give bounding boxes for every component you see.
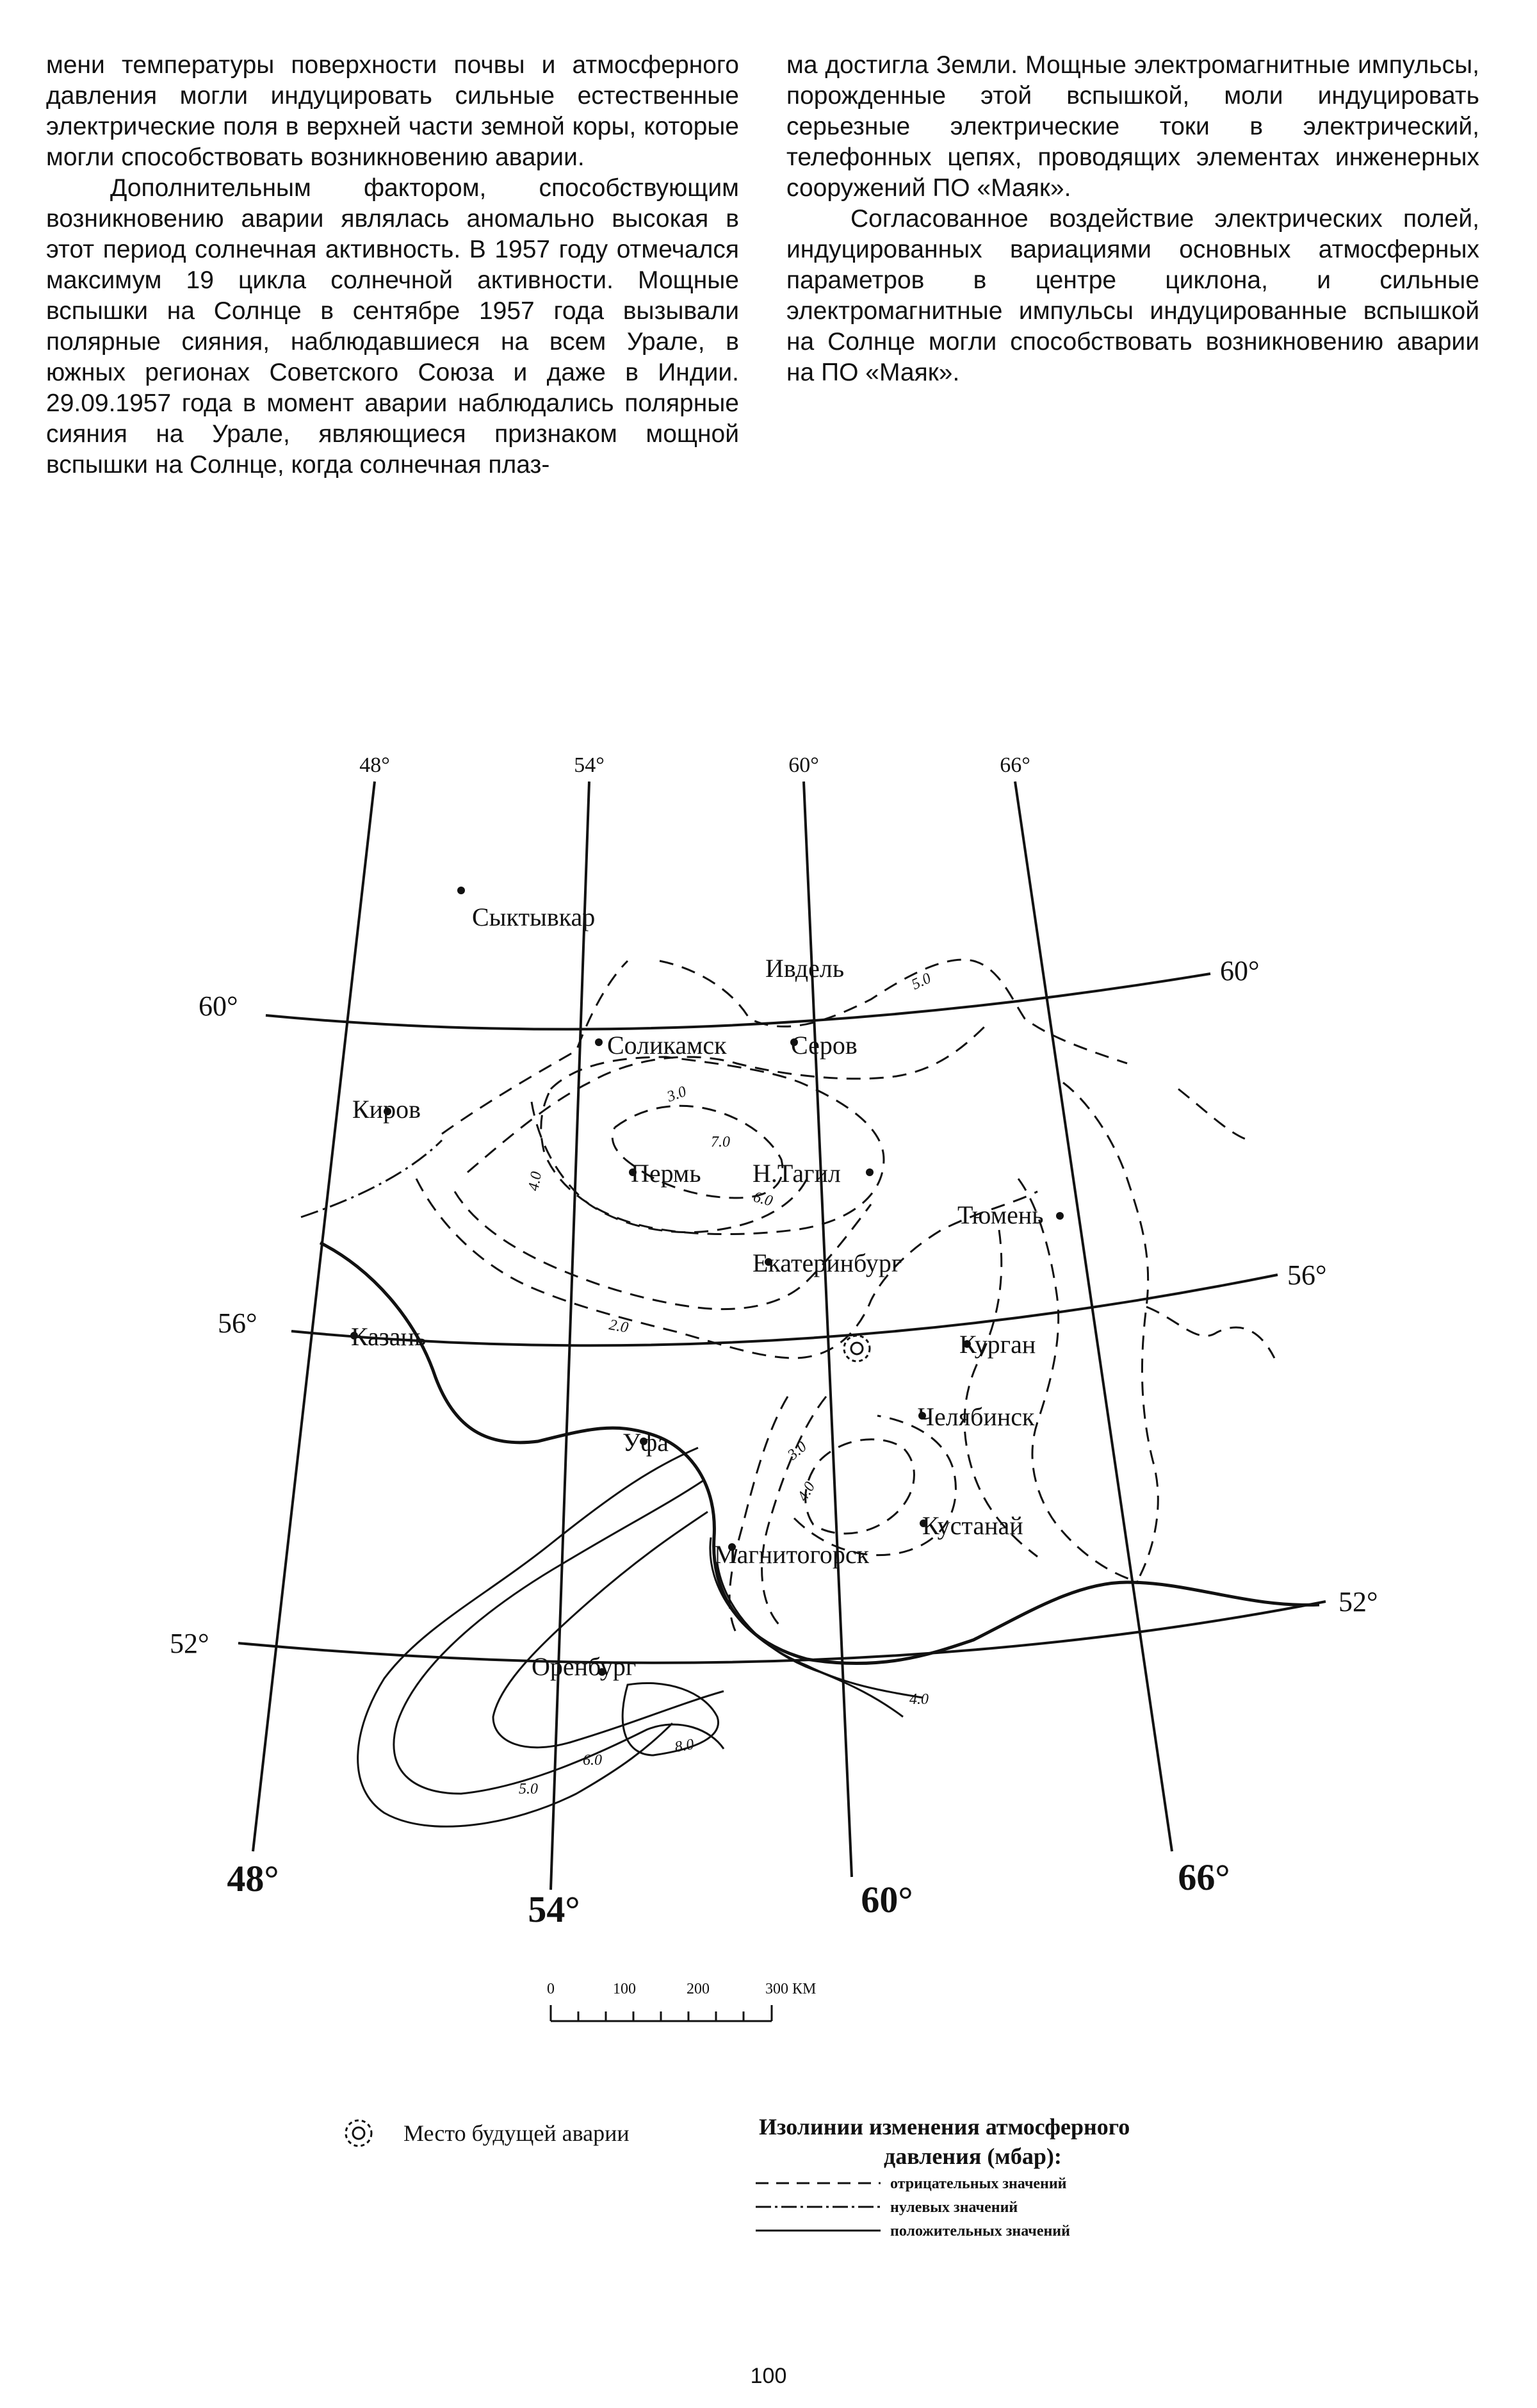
meridian-label: 48° [359,753,390,777]
isoline-positive [622,1683,718,1755]
isoline-negative [762,1396,826,1627]
accident-site-marker [844,1336,870,1361]
city-label: Магнитогорск [714,1540,870,1569]
isoline-positive [717,1563,903,1717]
city-label: Екатеринбург [752,1249,902,1277]
isoline-negative [729,1396,788,1634]
isoline-value: 4.0 [794,1479,819,1504]
meridian-48 [253,782,375,1851]
meridian-label: 54° [574,753,605,777]
legend-title: давления (мбар): [884,2143,1062,2169]
city-label: Оренбург [532,1652,637,1681]
city-dot [866,1168,874,1176]
city-dot [595,1038,603,1046]
legend-label: Место будущей аварии [403,2120,630,2146]
isoline-negative [442,960,1127,1134]
paragraph: ма достигла Земли. Мощные электромагнитные импульсы, порожденные этой вспышкой, моли индуцировать серьезные электрические токи в электрический, телефонных цепях, проводящих элементах инженерных сооружений ПО «Маяк». [786,51,1479,202]
legend-title: Изолинии изменения атмосферного [759,2114,1130,2140]
page-number: 100 [750,2364,787,2388]
scale-label: 0 [547,1981,555,1997]
isoline-negative [1018,1179,1140,1582]
isoline-positive [358,1448,698,1826]
city-label: Челябинск [918,1402,1035,1431]
isoline-negative [964,1230,1037,1557]
isoline-negative [1063,1083,1158,1576]
city-label: Уфа [622,1428,669,1457]
isoline-positive [493,1512,724,1748]
city-label: Ивдель [765,954,845,983]
legend-label: положительных значений [890,2223,1070,2240]
isoline-negative [1146,1307,1274,1358]
paragraph: мени температуры поверхности почвы и атмосферного давления могли индуцировать сильные естественные электрические поля в верхней части земной коры, которые могли способствовать возникновению аварии. [46,51,739,171]
city-label: Соликамск [607,1031,727,1060]
city-dot [457,887,465,894]
city-label: Сыктывкар [472,903,596,931]
isoline-value: 3.0 [785,1438,810,1464]
city-dot [1056,1212,1064,1220]
legend-label: отрицательных значений [890,2175,1067,2192]
parallel-label: 52° [170,1628,209,1659]
city-label: Серов [791,1031,858,1060]
isoline-value: 2.0 [607,1316,630,1337]
meridian-label: 60° [788,753,819,777]
meridian-label: 66° [1000,753,1030,777]
meridian-66 [1015,782,1172,1851]
city-label: Тюмень [957,1200,1044,1229]
isobar-map [0,730,1537,2281]
legend-accident-marker [346,2120,371,2146]
scale-label: 300 КМ [765,1981,817,1997]
scale-label: 200 [687,1981,710,1997]
left-text-column [46,50,739,480]
parallel-label: 52° [1338,1586,1378,1618]
parallel-56 [291,1275,1278,1345]
isoline-value: 4.0 [525,1170,546,1193]
city-label: Казань [351,1322,427,1351]
city-label: Кустанай [922,1511,1023,1540]
meridian-label: 54° [528,1888,580,1930]
right-text-column [786,50,1479,388]
meridian-label: 60° [861,1879,913,1921]
parallel-60 [266,974,1210,1029]
legend-label: нулевых значений [890,2199,1018,2216]
isoline-value: 3.0 [665,1083,689,1106]
isoline-zero [301,1140,442,1217]
parallel-label: 56° [1287,1259,1327,1291]
isoline-negative [1178,1089,1249,1140]
parallel-label: 60° [1220,955,1260,987]
meridian-60 [804,782,852,1877]
scale-label: 100 [613,1981,636,1997]
isoline-value: 4.0 [909,1691,929,1708]
paragraph: Дополнительным фактором, способствующим возникновению аварии являлась аномально высокая в этот период солнечная активность. В 1957 году отмечался максимум 19 цикла солнечной активности. Мощные вспышки на Солнце в сентябре 1957 года вызывали полярные сияния, наблюдавшиеся на всем Урале, в южных регионах Советского Союза и даже в Индии. 29.09.1957 года в момент аварии наблюдались полярные сияния на Урале, являющиеся признаком мощной вспышки на Солнце, когда солнечная плаз- [46,174,739,479]
isoline-negative [416,1179,1037,1358]
city-label: Пермь [631,1159,701,1188]
isoline-value: 5.0 [909,970,934,994]
parallel-label: 56° [218,1307,257,1339]
isoline-value: 6.0 [583,1752,602,1769]
isoline-value: 6.0 [751,1188,775,1210]
city-label: Киров [352,1095,421,1124]
meridian-54 [551,782,589,1890]
scale-bar [551,2005,772,2021]
meridian-label: 48° [227,1858,279,1899]
isoline-value: 8.0 [673,1736,695,1756]
isoline-positive [320,1243,1319,1664]
isoline-value: 7.0 [711,1134,730,1151]
meridian-label: 66° [1178,1856,1230,1898]
parallel-label: 60° [199,990,238,1022]
city-label: Курган [959,1330,1036,1359]
city-label: Н.Тагил [752,1159,841,1188]
paragraph: Согласованное воздействие электрических полей, индуцированных вариациями основных атмосферных параметров в центре циклона, и сильные электромагнитные импульсы индуцированные вспышкой на Солнце могли способствовать возникновению аварии на ПО «Маяк». [786,205,1479,386]
isoline-value: 5.0 [519,1781,538,1798]
isoline-negative [806,1439,915,1534]
